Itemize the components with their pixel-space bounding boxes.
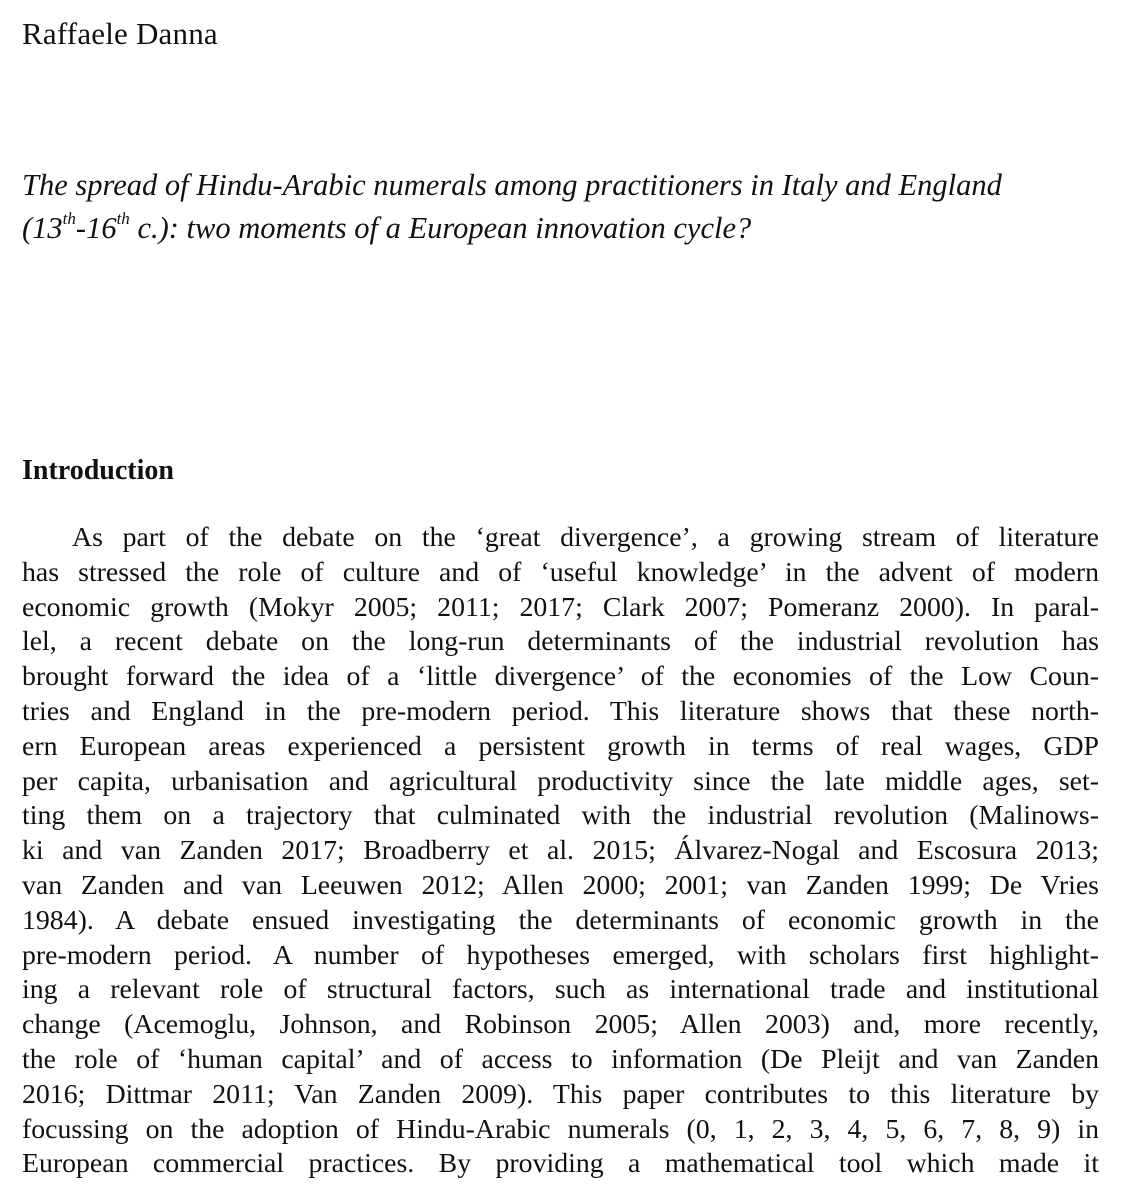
paragraph-line: change (Acemoglu, Johnson, and Robinson 2005; Allen 2003) and, more recently, — [22, 1009, 1099, 1041]
paragraph-line: pre-modern period. A number of hypotheses emerged, with scholars first highlight- — [22, 939, 1099, 971]
paragraph-line: 2016; Dittmar 2011; Van Zanden 2009). This paper contributes to this literature by — [22, 1078, 1099, 1110]
paragraph-line: brought forward the idea of a ‘little divergence’ of the economies of the Low Coun- — [22, 661, 1099, 693]
title-superscript-2: th — [116, 208, 130, 228]
paragraph-line: the role of ‘human capital’ and of access to information (De Pleijt and van Zanden — [22, 1043, 1099, 1075]
paragraph-line: lel, a recent debate on the long-run determinants of the industrial revolution has — [22, 626, 1099, 658]
paragraph-line: European commercial practices. By providing a mathematical tool which made it — [22, 1148, 1099, 1180]
paragraph-line: per capita, urbanisation and agricultural productivity since the late middle ages, set- — [22, 765, 1099, 797]
title-line-1: The spread of Hindu-Arabic numerals among practitioners in Italy and England — [22, 168, 1002, 202]
paragraph-line: focussing on the adoption of Hindu-Arabic numerals (0, 1, 2, 3, 4, 5, 6, 7, 8, 9) in — [22, 1113, 1099, 1145]
paragraph-line: tries and England in the pre-modern period. This literature shows that these north- — [22, 695, 1099, 727]
paragraph-line: economic growth (Mokyr 2005; 2011; 2017; Clark 2007; Pomeranz 2000). In paral- — [22, 591, 1099, 623]
title-line-2-rest: c.): two moments of a European innovation cycle? — [129, 211, 752, 245]
title-line-2-open: (13 — [22, 211, 63, 245]
paragraph-line: has stressed the role of culture and of ‘useful knowledge’ in the advent of modern — [22, 556, 1099, 588]
section-heading: Introduction — [22, 455, 174, 486]
paragraph-line: As part of the debate on the ‘great divergence’, a growing stream of literature — [72, 522, 1099, 553]
author-name: Raffaele Danna — [22, 16, 218, 51]
paragraph-line: ting them on a trajectory that culminated with the industrial revolution (Malinows- — [22, 800, 1099, 832]
paragraph-line: van Zanden and van Leeuwen 2012; Allen 2000; 2001; van Zanden 1999; De Vries — [22, 869, 1099, 901]
title-line-2-dash: -16 — [75, 211, 117, 245]
paragraph-line: ern European areas experienced a persistent growth in terms of real wages, GDP — [22, 730, 1099, 762]
paragraph-line: ing a relevant role of structural factors, such as international trade and institutional — [22, 974, 1099, 1006]
paragraph-line: 1984). A debate ensued investigating the determinants of economic growth in the — [22, 904, 1099, 936]
paper-title — [22, 164, 1082, 250]
title-superscript-1: th — [62, 208, 76, 228]
paragraph-line: ki and van Zanden 2017; Broadberry et al. 2015; Álvarez-Nogal and Escosura 2013; — [22, 835, 1099, 867]
body-paragraph — [22, 521, 1099, 1182]
